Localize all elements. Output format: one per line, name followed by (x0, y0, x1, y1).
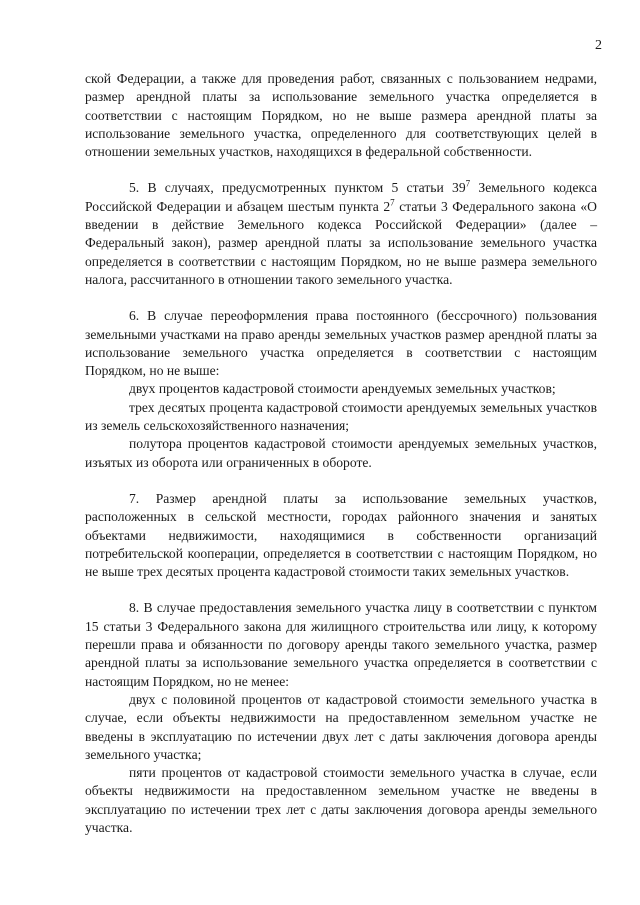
paragraph-8-item-1: двух с половиной процентов от кадастровой стоимости земельного участка в случае, если объекты недвижимости на предоставленном земельном участке не введены в эксплуатацию по истечении двух лет с даты заключения договора аренды земельного участка; (85, 691, 597, 762)
paragraph-8: 8. В случае предоставления земельного участка лицу в соответствии с пунктом 15 статьи 3 Федерального закона для жилищного строительства или лицу, к которому перешли права и обязанности по договору аренды такого земельного участка, размер арендной платы за использование земельного участка определяется в соответствии с настоящим Порядком, но не менее: (85, 600, 597, 689)
paragraph-7: 7. Размер арендной платы за использование земельных участков, расположенных в сельской местности, городах районного значения и занятых объектами недвижимости, находящимися в собственности организаций потребительской кооперации, определяется в соответствии с настоящим Порядком, но не выше трех десятых процента кадастровой стоимости таких земельных участков. (85, 490, 597, 580)
document-body (85, 70, 597, 837)
superscript: 7 (390, 197, 395, 208)
paragraph-6-item-2: трех десятых процента кадастровой стоимости арендуемых земельных участков из земель сельскохозяйственного назначения; (85, 399, 597, 434)
paragraph-continuation: ской Федерации, а также для проведения работ, связанных с пользованием недрами, размер арендной платы за использование земельного участка определяется в соответствии с настоящим Порядком, но не выше размера арендной платы за использование земельного участка, определенного для соответствующих целей в отношении земельных участков, находящихся в федеральной собственности. (85, 71, 597, 160)
superscript: 7 (465, 178, 471, 189)
paragraph-5-part-b: Земельного кодекса Российской Федерации и абзацем шестым пункта 2 (85, 180, 597, 214)
paragraph-8-item-2: пяти процентов от кадастровой стоимости земельного участка в случае, если объекты недвижимости на предоставленном земельном участке не введены в эксплуатацию по истечении трех лет с даты заключения договора аренды земельного участка. (85, 765, 597, 835)
paragraph-6-item-1: двух процентов кадастровой стоимости арендуемых земельных участков; (129, 381, 556, 397)
paragraph-6-item-3: полутора процентов кадастровой стоимости арендуемых земельных участков, изъятых из оборота или ограниченных в обороте. (85, 436, 597, 470)
paragraph-5 (85, 179, 597, 289)
page-number: 2 (595, 38, 602, 53)
paragraph-5-part-a: 5. В случаях, предусмотренных пунктом 5 статьи 39 (129, 180, 466, 196)
paragraph-5-part-c: статьи 3 Федерального закона «О введении в действие Земельного кодекса Российской Федерации» (далее – Федеральный закон), размер арендной платы за использование земельного участка определяется в соответствии с настоящим Порядком, но не выше размера земельного налога, рассчитанного в отношении такого земельного участка. (85, 198, 597, 287)
paragraph-6: 6. В случае переоформления права постоянного (бессрочного) пользования земельными участками на право аренды земельных участков размер арендной платы за использование земельного участка определяется в соответствии с настоящим Порядком, но не выше: (85, 308, 597, 379)
